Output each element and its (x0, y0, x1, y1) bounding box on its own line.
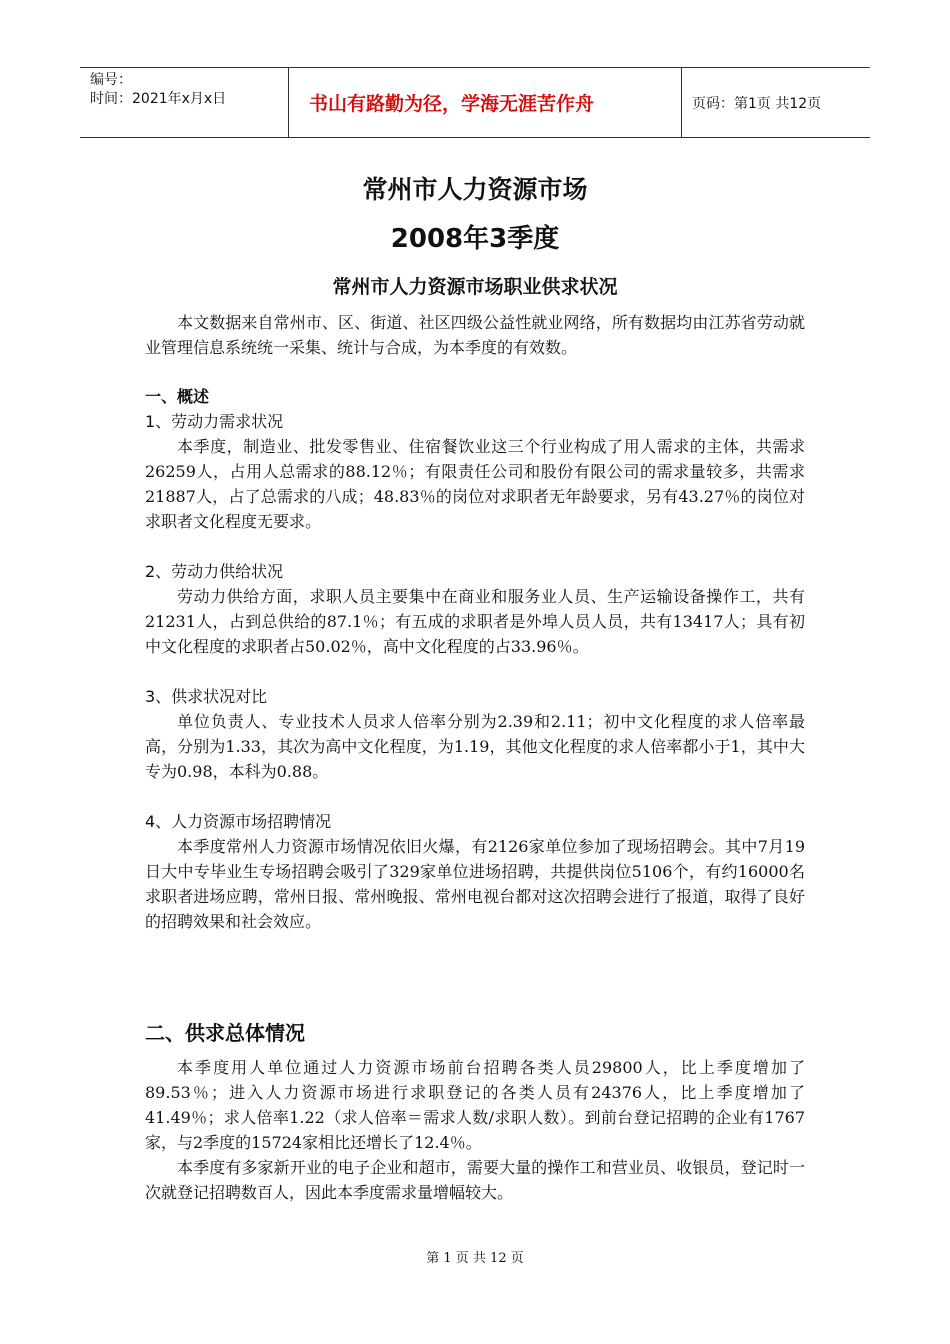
item1-text: 本季度，制造业、批发零售业、住宿餐饮业这三个行业构成了用人需求的主体，共需求26259人，占用人总需求的88.12％；有限责任公司和股份有限公司的需求量较多，共需求21887人，占了总需求的八成；48.83％的岗位对求职者无年龄要求，另有43.27％的岗位对求职者文化程度无要求。 (145, 437, 805, 531)
item4-heading: 4、人力资源市场招聘情况 (145, 812, 332, 831)
item2-text: 劳动力供给方面，求职人员主要集中在商业和服务业人员、生产运输设备操作工，共有21231人，占到总供给的87.1％；有五成的求职者是外埠人员人员，共有13417人；具有初中文化程度的求职者占50.02％，高中文化程度的占33.96％。 (145, 587, 805, 656)
item1-heading: 1、劳动力需求状况 (145, 412, 284, 431)
item4-text: 本季度常州人力资源市场情况依旧火爆，有2126家单位参加了现场招聘会。其中7月19日大中专毕业生专场招聘会吸引了329家单位进场招聘，共提供岗位5106个，有约16000名求职者进场应聘，常州日报、常州晚报、常州电视台都对这次招聘会进行了报道，取得了良好的招聘效果和社会效应。 (145, 837, 805, 931)
section2-heading: 二、供求总体情况 (145, 1021, 305, 1045)
date-label: 时间：2021年x月x日 (90, 91, 227, 107)
doc-title: 常州市人力资源市场 (362, 175, 588, 204)
section2-paragraph-2: 本季度有多家新开业的电子企业和超市，需要大量的操作工和营业员、收银员，登记时一次就登记招聘数百人，因此本季度需求量增幅较大。 (145, 1158, 805, 1202)
header-table (80, 67, 870, 138)
section1 (145, 384, 805, 934)
page-footer: 第 1 页 共 12 页 (426, 1251, 524, 1266)
section2-paragraph-1: 本季度用人单位通过人力资源市场前台招聘各类人员29800人，比上季度增加了89.53％；进入人力资源市场进行求职登记的各类人员有24376人，比上季度增加了41.49％；求人倍率1.22（求人倍率＝需求人数/求职人数）。到前台登记招聘的企业有1767家，与2季度的15724家相比还增长了12.4％。 (145, 1058, 805, 1152)
intro-block (145, 310, 805, 360)
item3-heading: 3、供求状况对比 (145, 687, 268, 706)
item3-text: 单位负责人、专业技术人员求人倍率分别为2.39和2.11；初中文化程度的求人倍率最高，分别为1.33，其次为高中文化程度，为1.19，其他文化程度的求人倍率都小于1，其中大专为0.98，本科为0.88。 (145, 712, 805, 781)
section2 (145, 1055, 805, 1205)
item2-heading: 2、劳动力供给状况 (145, 562, 284, 581)
header-motto: 书山有路勤为径，学海无涯苦作舟 (289, 68, 682, 137)
code-label: 编号： (90, 72, 132, 88)
section1-heading: 一、概述 (145, 387, 210, 406)
header-meta (80, 68, 289, 137)
doc-subtitle: 常州市人力资源市场职业供求状况 (332, 276, 618, 298)
intro-paragraph: 本文数据来自常州市、区、街道、社区四级公益性就业网络，所有数据均由江苏省劳动就业管理信息系统统一采集、统计与合成，为本季度的有效数。 (145, 313, 805, 357)
doc-title-period: 2008年3季度 (390, 224, 560, 254)
header-page-info: 页码：第1页 共12页 (692, 95, 822, 112)
